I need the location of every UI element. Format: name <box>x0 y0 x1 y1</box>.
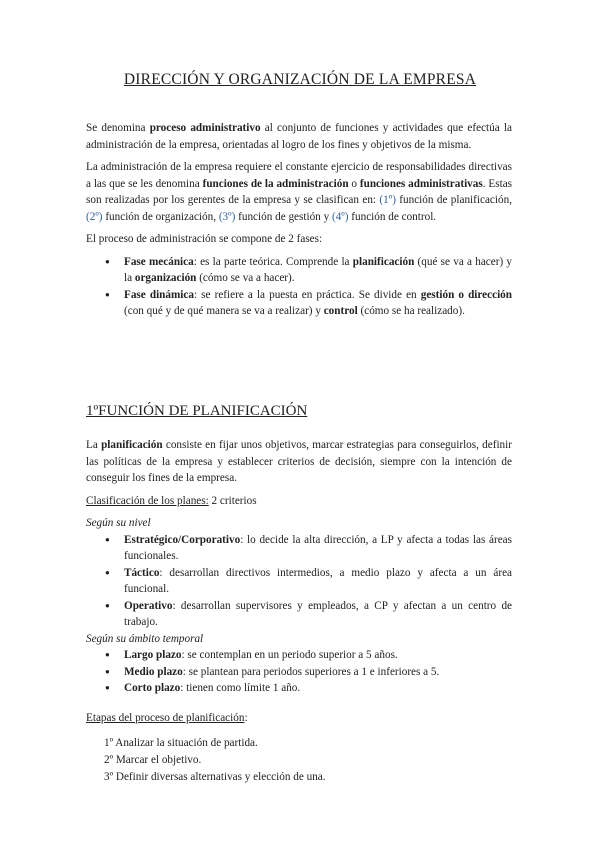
list-item: ● Operativo: desarrollan supervisores y empleados, a CP y afectan a un centro de trabajo. <box>124 598 512 631</box>
number-4: (4º) <box>331 210 349 223</box>
list-item: ● Estratégico/Corporativo: lo decide la alta dirección, a LP y afecta a todas las áreas funcionales. <box>124 532 512 565</box>
etapas-list <box>86 735 512 786</box>
intro-paragraph-3: El proceso de administración se compone de 2 fases: <box>86 233 323 245</box>
intro-section <box>86 120 512 320</box>
intro-paragraph-2: La administración de la empresa requiere el constante ejercicio de responsabilidades directivas a las que se les denomina funciones de la administración o funciones administrativas. Estas son realizadas por los gerentes de la empresa y se clasifican en: (1º) función de planificación, (2º) función de organización, (3º) función de gestión y (4º) función de control. <box>86 161 513 223</box>
ambito-list <box>86 647 512 697</box>
list-item-fase-mecanica: ● Fase mecánica: es la parte teórica. Comprende la planificación (qué se va a hacer) y la organización (cómo se va a hacer). <box>124 254 512 287</box>
section-title: 1ºFUNCIÓN DE PLANIFICACIÓN <box>86 403 308 419</box>
term-funciones-administrativas: funciones administrativas <box>359 177 483 190</box>
list-item: ● Largo plazo: se contemplan en un periodo superior a 5 años. <box>124 647 512 664</box>
list-item: 1º Analizar la situación de partida. <box>104 737 258 749</box>
list-item: 3º Definir diversas alternativas y elección de una. <box>104 771 326 783</box>
number-1: (1º) <box>379 194 396 206</box>
number-2: (2º) <box>86 210 103 223</box>
nivel-label: Según su nivel <box>86 517 151 529</box>
intro-paragraph-1: Se denomina proceso administrativo al conjunto de funciones y actividades que efectúa la administración de la empresa, orientadas al logro de los fines y objetivos de la misma. <box>86 122 512 151</box>
list-item: 2º Marcar el objetivo. <box>104 754 202 766</box>
list-item-fase-dinamica: ● Fase dinámica: se refiere a la puesta en práctica. Se divide en gestión o dirección (con qué y de qué manera se va a realizar) y control (cómo se ha realizado). <box>124 287 512 320</box>
etapas-label: Etapas del proceso de planificación: <box>86 711 248 724</box>
list-item: ● Corto plazo: tienen como límite 1 año. <box>124 680 512 697</box>
fases-list <box>86 254 512 320</box>
term-proceso-administrativo: proceso administrativo <box>149 122 261 134</box>
document-title: DIRECCIÓN Y ORGANIZACIÓN DE LA EMPRESA <box>123 71 477 88</box>
ambito-label: Según su ámbito temporal <box>86 632 204 645</box>
number-3: (3º) <box>218 210 236 223</box>
list-item: ● Medio plazo: se plantean para periodos superiores a 1 e inferiores a 5. <box>124 664 512 681</box>
term-funciones-administracion: funciones de la administración <box>202 177 349 190</box>
list-item: ● Táctico: desarrollan directivos intermedios, a medio plazo y afecta a un área funcional. <box>124 565 512 598</box>
nivel-list <box>86 532 512 631</box>
planificacion-paragraph: La planificación consiste en fijar unos objetivos, marcar estrategias para conseguirlos, definir las políticas de la empresa y establecer criterios de decisión, siempre con la intención de conseguir los fines de la empresa. <box>86 439 512 484</box>
section-planificacion <box>86 403 512 786</box>
clasificacion-line: Clasificación de los planes: 2 criterios <box>86 494 257 507</box>
